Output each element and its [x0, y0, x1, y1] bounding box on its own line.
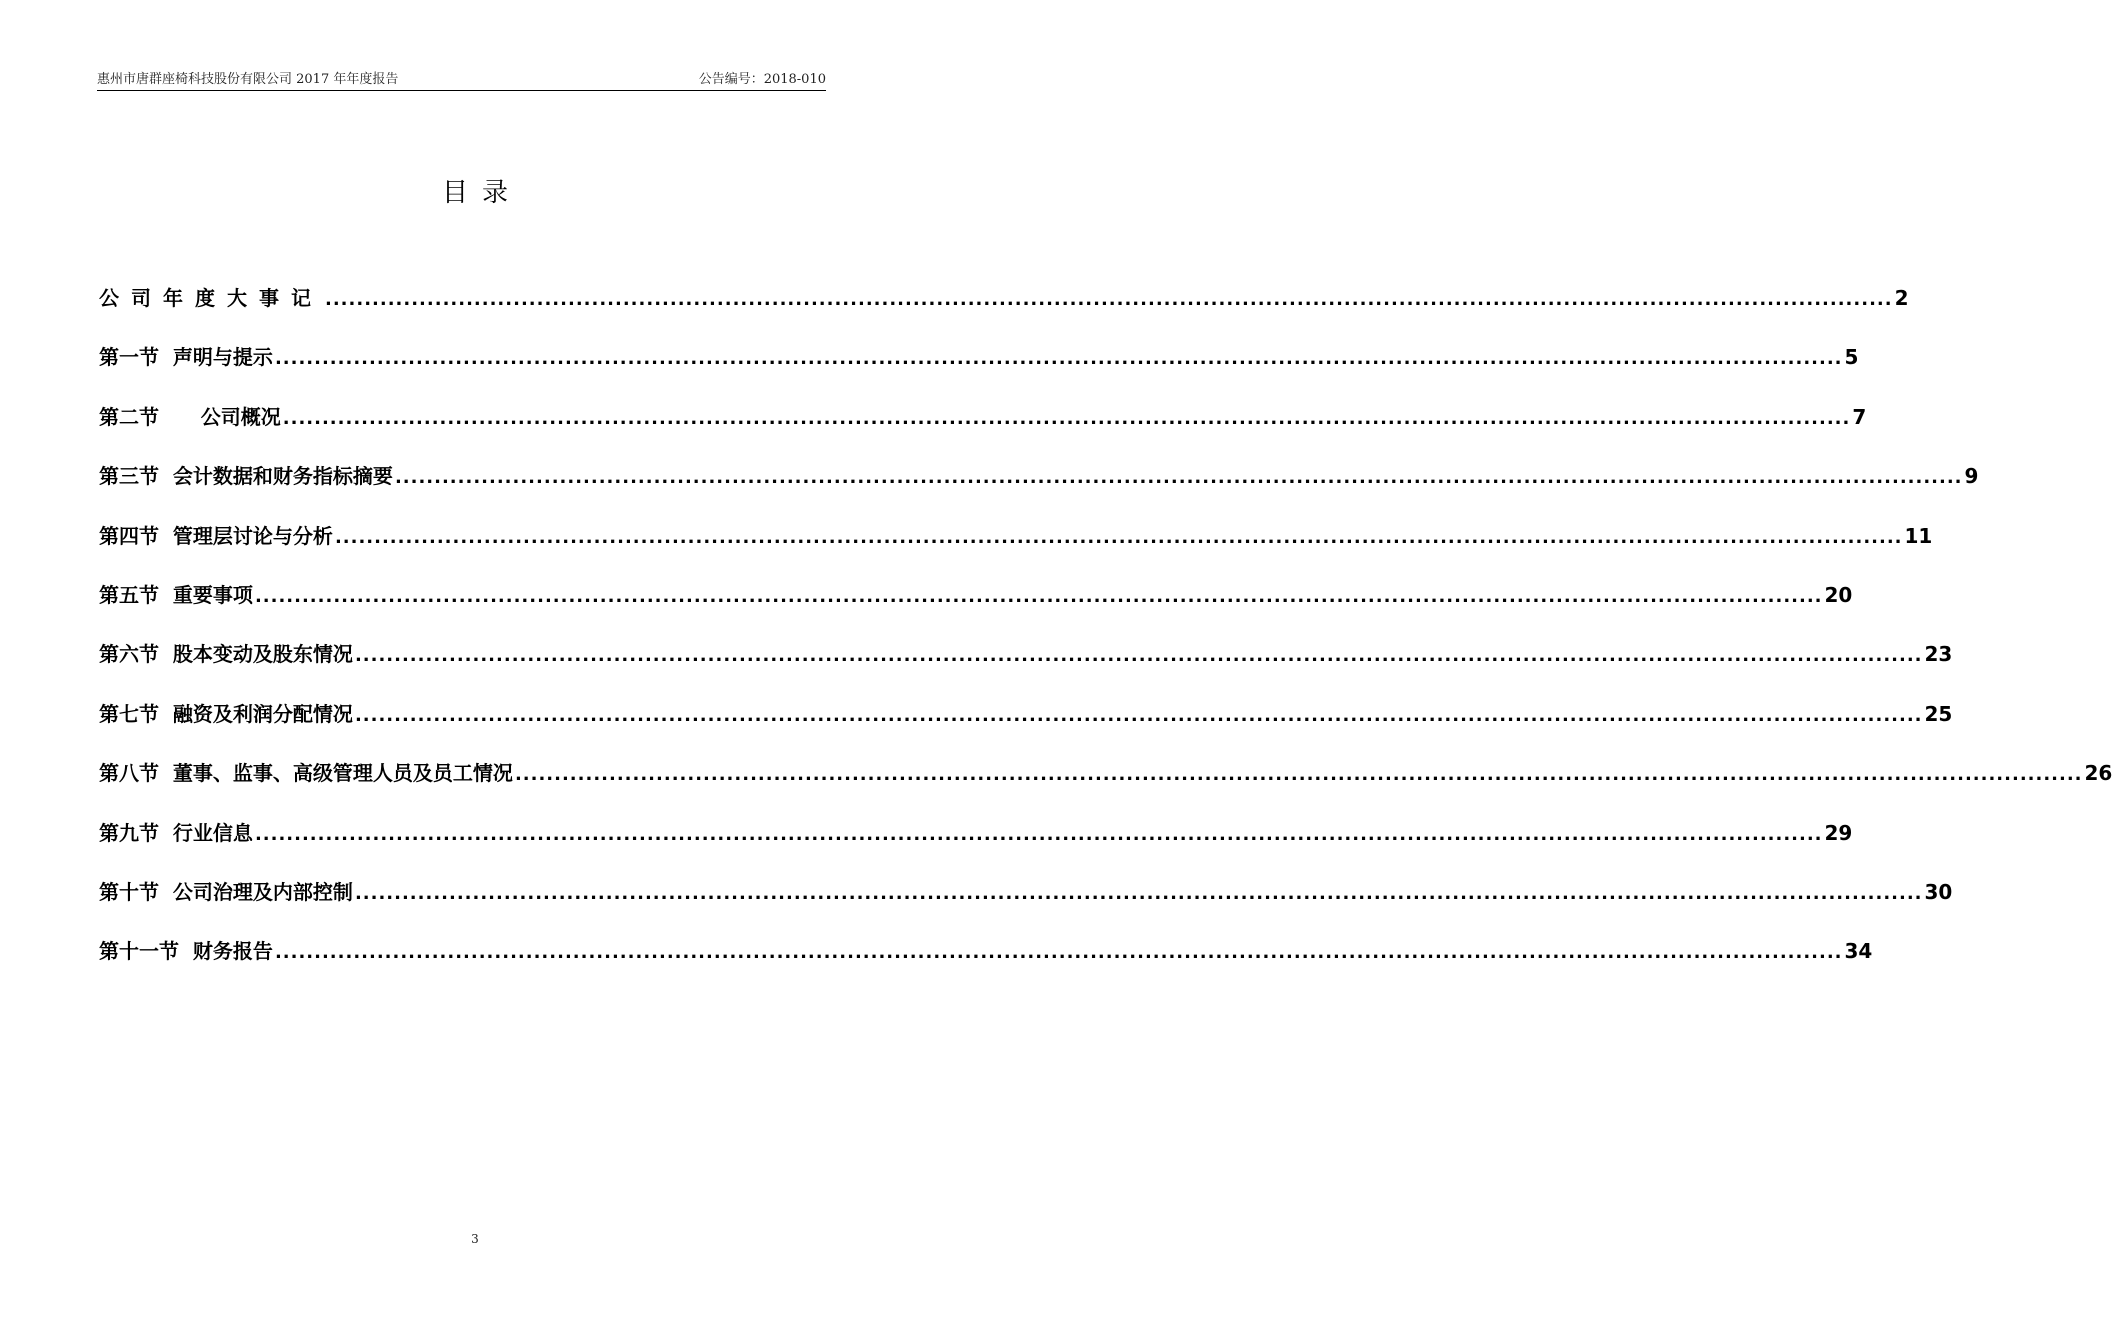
- toc-leader-dots: ........................................................................................................................................................................................................: [282, 407, 1851, 429]
- toc-entry-label: 第七节 融资及利润分配情况: [99, 701, 353, 726]
- toc-leader-dots: ........................................................................................................................................................................................................: [254, 585, 1823, 607]
- toc-entry-page: 23: [1924, 642, 1953, 667]
- toc-leader-dots: ........................................................................................................................................................................................................: [354, 704, 1923, 726]
- toc-leader-dots: ........................................................................................................................................................................................................: [334, 526, 1903, 548]
- toc-entry-label: 第一节 声明与提示: [99, 345, 273, 370]
- toc-entry-label: 第五节 重要事项: [99, 582, 253, 607]
- toc-leader-dots: ........................................................................................................................................................................................................: [354, 882, 1923, 904]
- toc-entry-page: 11: [1904, 523, 1933, 548]
- toc-leader-dots: ........................................................................................................................................................................................................: [274, 348, 1843, 370]
- toc-leader-dots: ........................................................................................................................................................................................................: [274, 942, 1843, 964]
- toc-title: 目录: [441, 178, 522, 208]
- toc-entry-page: 20: [1824, 582, 1853, 607]
- toc-leader-dots: ........................................................................................................................................................................................................: [514, 764, 2083, 786]
- toc-entry-label: 第三节 会计数据和财务指标摘要: [99, 464, 393, 489]
- toc-entry-section-2[interactable]: [99, 401, 1867, 460]
- toc-entry-page: 30: [1924, 879, 1953, 904]
- toc-entry-page: 9: [1964, 464, 1979, 489]
- toc-leader-dots: ........................................................................................................................................................................................................: [394, 467, 1963, 489]
- toc-leader-dots: ........................................................................................................................................................................................................: [354, 645, 1923, 667]
- toc-entry-section-6[interactable]: [99, 638, 1953, 697]
- table-of-contents: [99, 282, 2112, 995]
- toc-entry-page: 29: [1824, 820, 1853, 845]
- toc-entry-section-7[interactable]: [99, 698, 1953, 757]
- toc-entry-section-4[interactable]: [99, 520, 1933, 579]
- toc-entry-annual-events[interactable]: [99, 282, 1909, 341]
- toc-entry-label: 第四节 管理层讨论与分析: [99, 523, 333, 548]
- toc-entry-page: 26: [2084, 761, 2112, 786]
- toc-entry-label: 第十一节 财务报告: [99, 939, 273, 964]
- toc-entry-label: 第九节 行业信息: [99, 820, 253, 845]
- page-header: [97, 66, 826, 91]
- toc-entry-section-11[interactable]: [99, 935, 1873, 994]
- toc-entry-section-5[interactable]: [99, 579, 1853, 638]
- toc-entry-section-10[interactable]: [99, 876, 1953, 935]
- header-report-title: 惠州市唐群座椅科技股份有限公司 2017 年年度报告: [97, 72, 399, 87]
- toc-entry-label: 第八节 董事、监事、高级管理人员及员工情况: [99, 761, 513, 786]
- toc-entry-page: 25: [1924, 701, 1953, 726]
- toc-entry-section-9[interactable]: [99, 817, 1853, 876]
- toc-entry-page: 34: [1844, 939, 1873, 964]
- page-number: 3: [471, 1232, 479, 1246]
- toc-entry-label: 第二节 公司概况: [99, 404, 281, 429]
- toc-entry-section-8[interactable]: [99, 757, 2112, 816]
- toc-entry-section-1[interactable]: [99, 341, 1859, 400]
- toc-leader-dots: ........................................................................................................................................................................................................: [254, 823, 1823, 845]
- toc-entry-page: 2: [1894, 286, 1909, 310]
- toc-entry-page: 5: [1844, 345, 1859, 370]
- toc-entry-label: 第十节 公司治理及内部控制: [99, 879, 353, 904]
- toc-entry-page: 7: [1852, 404, 1867, 429]
- toc-leader-dots: ........................................................................................................................................................................................................: [325, 289, 1893, 310]
- toc-entry-label: 第六节 股本变动及股东情况: [99, 642, 353, 667]
- toc-entry-section-3[interactable]: [99, 460, 1979, 519]
- header-announcement-number: 公告编号：2018-010: [698, 72, 826, 87]
- toc-entry-label: 公司年度大事记: [99, 286, 323, 310]
